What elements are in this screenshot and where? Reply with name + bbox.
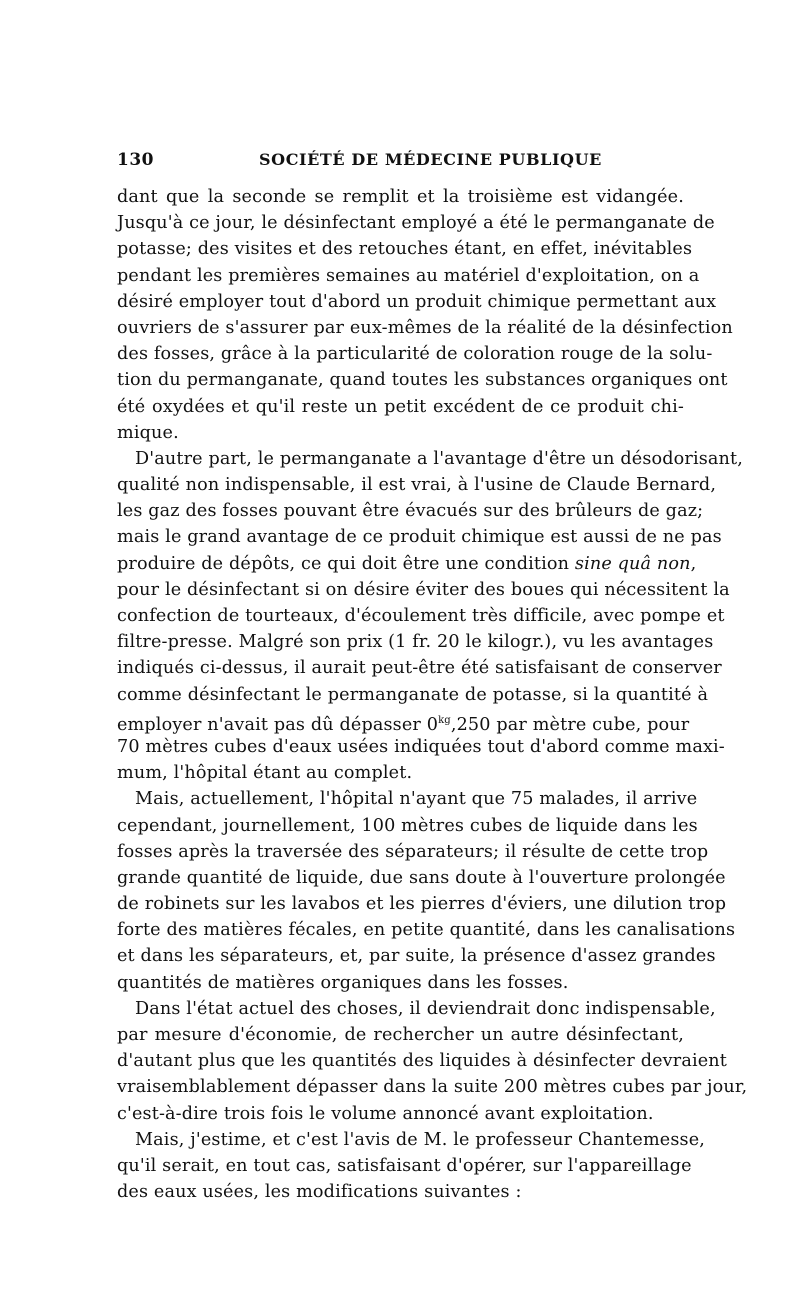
unit-superscript: kg [438,714,451,726]
text-line: grande quantité de liquide, due sans doute à l'ouverture prolongée [117,867,726,888]
text-line: Mais, j'estime, et c'est l'avis de M. le professeur Chantemesse, [135,1129,706,1150]
text-line: potasse; des visites et des retouches étant, en effet, inévitables [117,239,693,260]
paragraph-5 [117,1127,706,1206]
text-line: confection de tourteaux, d'écoulement très difficile, avec pompe et [117,606,725,626]
text-line: quantités de matières organiques dans les fosses. [117,972,569,993]
text-line: produire de dépôts, ce qui doit être une condition sine quâ non, [117,553,697,574]
text-line: vraisemblablement dépasser dans la suite 200 mètres cubes par jour, [117,1077,748,1098]
paragraph-1 [117,184,733,446]
text-line: Dans l'état actuel des choses, il deviendrait donc indispensable, [135,998,716,1019]
text-line: employer n'avait pas dû dépasser $0^{kg},250$ par mètre cube, pour [117,714,690,735]
text-line: d'autant plus que les quantités des liquides à désinfecter devraient [117,1051,728,1072]
text-line: dant que la seconde se remplit et la troisième est vidangée. [117,187,684,207]
text-line: c'est-à-dire trois fois le volume annoncé avant exploitation. [117,1103,654,1124]
text-line: indiqués ci-dessus, il aurait peut-être été satisfaisant de conserver [117,658,722,679]
text-line: désiré employer tout d'abord un produit chimique permettant aux [117,291,717,312]
text-line: mique. [117,422,179,443]
text-line: mais le grand avantage de ce produit chimique est aussi de ne pas [117,527,722,548]
text-line: comme désinfectant le permanganate de potasse, si la quantité à [117,684,709,705]
text-line: forte des matières fécales, en petite quantité, dans les canalisations [117,920,736,941]
text-line: pour le désinfectant si on désire éviter des boues qui nécessitent la [117,579,730,600]
paragraph-4 [117,996,748,1127]
text-line: qu'il serait, en tout cas, satisfaisant d'opérer, sur l'appareillage [117,1155,692,1176]
text-line: filtre-presse. Malgré son prix (1 fr. 20 le kilogr.), vu les avantages [117,632,714,653]
text-line: de robinets sur les lavabos et les pierres d'éviers, une dilution trop [117,894,727,915]
body-text [117,184,748,1205]
text-line: Jusqu'à ce jour, le désinfectant employé a été le permanganate de [117,213,715,234]
paragraph-2 [117,446,744,786]
text-line: pendant les premières semaines au matériel d'exploitation, on a [117,265,700,286]
text-line: des fosses, grâce à la particularité de coloration rouge de la solu- [117,344,713,365]
running-title: SOCIÉTÉ DE MÉDECINE PUBLIQUE [259,150,602,169]
page-number: 130 [117,150,154,170]
text-line: été oxydées et qu'il reste un petit excédent de ce produit chi- [117,396,684,417]
text-line: Mais, actuellement, l'hôpital n'ayant que 75 malades, il arrive [135,789,698,810]
running-head [117,150,684,176]
italic-phrase: sine quâ non [574,553,691,574]
text-line: 70 mètres cubes d'eaux usées indiquées tout d'abord comme maxi- [117,736,725,757]
text-line: les gaz des fosses pouvant être évacués sur des brûleurs de gaz; [117,501,704,522]
text-line: D'autre part, le permanganate a l'avantage d'être un désodorisant, [135,448,744,469]
text-line: cependant, journellement, 100 mètres cubes de liquide dans les [117,815,698,836]
text-line: ouvriers de s'assurer par eux-mêmes de la réalité de la désinfection [117,317,733,338]
text-line: tion du permanganate, quand toutes les substances organiques ont [117,370,728,391]
text-line: fosses après la traversée des séparateurs; il résulte de cette trop [117,841,709,862]
text-line: par mesure d'économie, de rechercher un autre désinfectant, [117,1025,684,1045]
text-line: mum, l'hôpital étant au complet. [117,763,413,784]
text-line: qualité non indispensable, il est vrai, à l'usine de Claude Bernard, [117,475,717,496]
paragraph-3 [117,786,736,996]
text-line: des eaux usées, les modifications suivantes : [117,1182,522,1203]
text-line: et dans les séparateurs, et, par suite, la présence d'assez grandes [117,946,716,967]
